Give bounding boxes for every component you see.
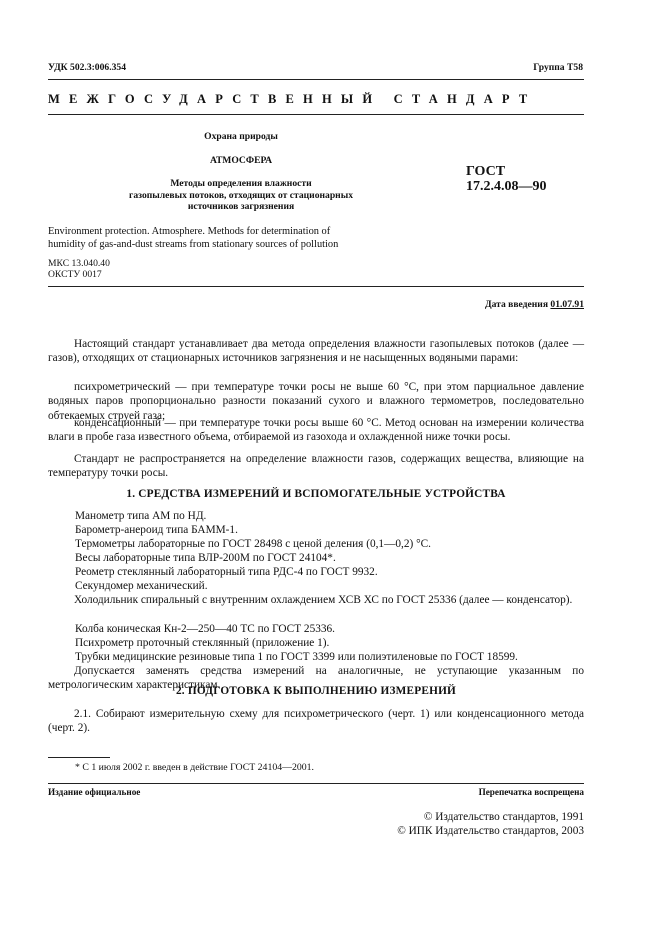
section-2-title: 2. ПОДГОТОВКА К ВЫПОЛНЕНИЮ ИЗМЕРЕНИЙ — [175, 685, 457, 697]
intro-paragraph-2: психрометрический — при температуре точки росы не выше 60 °С, при этом парциальное давление водяных паров пропорционально разности показаний сухого и влажного термометров, последовательно обтекаемых струей газа; — [48, 381, 584, 422]
instrument-item: Барометр-анероид типа БАММ-1. — [75, 524, 238, 536]
header-rule-2 — [48, 114, 584, 115]
instrument-item: Весы лабораторные типа ВЛР-200М по ГОСТ 24104*. — [75, 552, 336, 564]
instrument-item: Реометр стеклянный лабораторный типа РДС-4 по ГОСТ 9932. — [75, 566, 378, 578]
official-edition: Издание официальное — [48, 787, 141, 797]
instrument-item: Психрометр проточный стеклянный (приложение 1). — [75, 637, 330, 649]
okstu-code: ОКСТУ 0017 — [48, 268, 102, 280]
title-line-3a: Методы определения влажности — [170, 178, 312, 189]
instrument-item: Секундомер механический. — [75, 580, 208, 592]
gost-label: ГОСТ — [466, 164, 506, 179]
effective-date-value: 01.07.91 — [550, 299, 584, 310]
title-line-3c: источников загрязнения — [187, 201, 295, 212]
footer-rule — [48, 783, 584, 784]
copyright-line-1: © Издательство стандартов, 1991 — [423, 811, 584, 823]
section-1-title: 1. СРЕДСТВА ИЗМЕРЕНИЙ И ВСПОМОГАТЕЛЬНЫЕ УСТРОЙСТВА — [126, 488, 506, 500]
footnote: * С 1 июля 2002 г. введен в действие ГОСТ 24104—2001. — [75, 762, 314, 773]
intro-paragraph-3: конденсационный — при температуре точки росы выше 60 °С. Метод основан на измерении количества влаги в пробе газа известного объема, отбираемой из газохода и охлажденной ниже точки росы. — [48, 417, 584, 444]
group-code: Группа Т58 — [533, 62, 583, 73]
title-line-1: Охрана природы — [204, 131, 278, 142]
copyright-line-2: © ИПК Издательство стандартов, 2003 — [397, 825, 584, 837]
gost-number: 17.2.4.08—90 — [466, 179, 547, 194]
gost-designation — [466, 164, 547, 194]
english-title-line-2: humidity of gas-and-dust streams from stationary sources of pollution — [48, 238, 339, 250]
english-title — [48, 226, 338, 251]
title-line-3 — [60, 178, 422, 213]
title-line-3b: газопылевых потоков, отходящих от стационарных — [129, 189, 353, 201]
section-2-paragraph-1: 2.1. Собирают измерительную схему для психрометрического (черт. 1) или конденсационного метода (черт. 2). — [48, 708, 584, 735]
instrument-item: Манометр типа АМ по НД. — [75, 510, 207, 522]
udk-code: УДК 502.3:006.354 — [48, 62, 126, 73]
effective-date — [485, 299, 584, 310]
intro-paragraph-4: Стандарт не распространяется на определение влажности газов, содержащих вещества, влияющие на температуру точки росы. — [48, 453, 584, 480]
instrument-item: Трубки медицинские резиновые типа 1 по ГОСТ 3399 или полиэтиленовые по ГОСТ 18599. — [75, 651, 518, 663]
mks-code: МКС 13.040.40 — [48, 258, 110, 269]
header-rule — [48, 79, 584, 80]
effective-date-label: Дата введения — [484, 299, 549, 310]
instrument-item: Термометры лабораторные по ГОСТ 28498 с ценой деления (0,1—0,2) °С. — [75, 538, 431, 550]
english-title-line-1: Environment protection. Atmosphere. Methods for determination of — [48, 226, 331, 237]
standard-kind: МЕЖГОСУДАРСТВЕННЫЙ СТАНДАРТ — [48, 92, 537, 106]
cooler-item: Холодильник спиральный с внутренним охлаждением ХСВ ХС по ГОСТ 25336 (далее — конденсатор). — [74, 594, 573, 606]
title-line-2: АТМОСФЕРА — [209, 155, 273, 166]
classifiers — [48, 259, 110, 280]
intro-paragraph-1: Настоящий стандарт устанавливает два метода определения влажности газопылевых потоков (далее — газов), отходящих от стационарных источников загрязнения и не насыщенных водяными парами: — [48, 338, 584, 365]
replacement-note: Допускается заменять средства измерений на аналогичные, не уступающие указанным по метрологическим характеристикам. — [48, 665, 584, 692]
reprint-notice: Перепечатка воспрещена — [478, 787, 584, 797]
footnote-rule — [48, 757, 110, 758]
classifier-rule — [48, 286, 584, 287]
instrument-item: Колба коническая Кн-2—250—40 ТС по ГОСТ 25336. — [75, 623, 335, 635]
copyright-block — [397, 810, 584, 838]
